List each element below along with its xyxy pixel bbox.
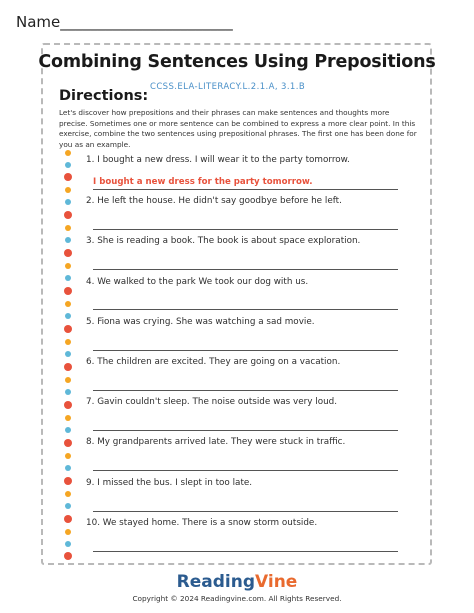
logo-text-reading: Reading bbox=[176, 572, 256, 592]
decorative-dot bbox=[65, 415, 71, 421]
decorative-dot bbox=[65, 453, 71, 459]
decorative-dot bbox=[65, 301, 71, 307]
decorative-dot bbox=[65, 150, 71, 156]
copyright-text: Copyright © 2024 Readingvine.com. All Rights Reserved. bbox=[132, 594, 342, 603]
decorative-dot bbox=[65, 377, 71, 383]
question-2: 2. He left the house. He didn't say goodbye before he left. bbox=[86, 196, 342, 206]
decorative-dot bbox=[65, 263, 71, 269]
decorative-dot bbox=[65, 237, 71, 243]
standard-code: CCSS.ELA-LITERACY.L.2.1.A, 3.1.B bbox=[150, 82, 306, 92]
question-5: 5. Fiona was crying. She was watching a sad movie. bbox=[86, 317, 315, 327]
decorative-dot-border bbox=[63, 150, 75, 558]
decorative-dot bbox=[65, 465, 71, 471]
question-7: 7. Gavin couldn't sleep. The noise outside was very loud. bbox=[86, 397, 338, 407]
question-6: 6. The children are excited. They are going on a vacation. bbox=[86, 357, 341, 367]
decorative-dot bbox=[65, 491, 71, 497]
answer-line-6[interactable] bbox=[93, 390, 398, 391]
decorative-dot bbox=[65, 187, 71, 193]
decorative-dot bbox=[64, 439, 72, 447]
decorative-dot bbox=[65, 162, 71, 168]
question-10: 10. We stayed home. There is a snow storm outside. bbox=[86, 518, 318, 528]
question-8: 8. My grandparents arrived late. They were stuck in traffic. bbox=[86, 437, 346, 447]
directions-text: Let's discover how prepositions and their phrases can make sentences and thoughts more precise. Sometimes one or more sentence can be combined to express a more clear point. In this exercise, combine the two sentences using prepositional phrases. The first one has been done for you as an example. bbox=[59, 108, 417, 149]
decorative-dot bbox=[65, 339, 71, 345]
example-answer: I bought a new dress for the party tomorrow. bbox=[93, 177, 313, 187]
decorative-dot bbox=[65, 275, 71, 281]
question-9: 9. I missed the bus. I slept in too late. bbox=[86, 478, 253, 488]
question-1: 1. I bought a new dress. I will wear it to the party tomorrow. bbox=[86, 155, 350, 165]
logo-text-vine: Vine bbox=[255, 572, 298, 592]
decorative-dot bbox=[64, 249, 72, 257]
decorative-dot bbox=[65, 427, 71, 433]
decorative-dot bbox=[65, 225, 71, 231]
answer-line-8[interactable] bbox=[93, 470, 398, 471]
question-3: 3. She is reading a book. The book is about space exploration. bbox=[86, 236, 361, 246]
worksheet-title: Combining Sentences Using Prepositions bbox=[38, 52, 436, 72]
decorative-dot bbox=[65, 313, 71, 319]
decorative-dot bbox=[64, 552, 72, 560]
answer-line-9[interactable] bbox=[93, 511, 398, 512]
decorative-dot bbox=[65, 389, 71, 395]
decorative-dot bbox=[65, 351, 71, 357]
name-field-label: Name_______________________ bbox=[16, 13, 233, 31]
answer-line-1[interactable] bbox=[93, 189, 398, 190]
decorative-dot bbox=[64, 401, 72, 409]
decorative-dot bbox=[65, 199, 71, 205]
decorative-dot bbox=[64, 515, 72, 523]
question-4: 4. We walked to the park We took our dog with us. bbox=[86, 277, 309, 287]
answer-line-7[interactable] bbox=[93, 430, 398, 431]
answer-line-4[interactable] bbox=[93, 309, 398, 310]
decorative-dot bbox=[65, 503, 71, 509]
answer-line-10[interactable] bbox=[93, 551, 398, 552]
answer-line-5[interactable] bbox=[93, 350, 398, 351]
answer-line-3[interactable] bbox=[93, 269, 398, 270]
answer-line-2[interactable] bbox=[93, 229, 398, 230]
decorative-dot bbox=[64, 287, 72, 295]
decorative-dot bbox=[65, 541, 71, 547]
decorative-dot bbox=[65, 529, 71, 535]
decorative-dot bbox=[64, 363, 72, 371]
decorative-dot bbox=[64, 477, 72, 485]
readingvine-logo bbox=[0, 572, 474, 592]
directions-heading: Directions: bbox=[59, 88, 149, 104]
decorative-dot bbox=[64, 325, 72, 333]
decorative-dot bbox=[64, 173, 72, 181]
decorative-dot bbox=[64, 211, 72, 219]
